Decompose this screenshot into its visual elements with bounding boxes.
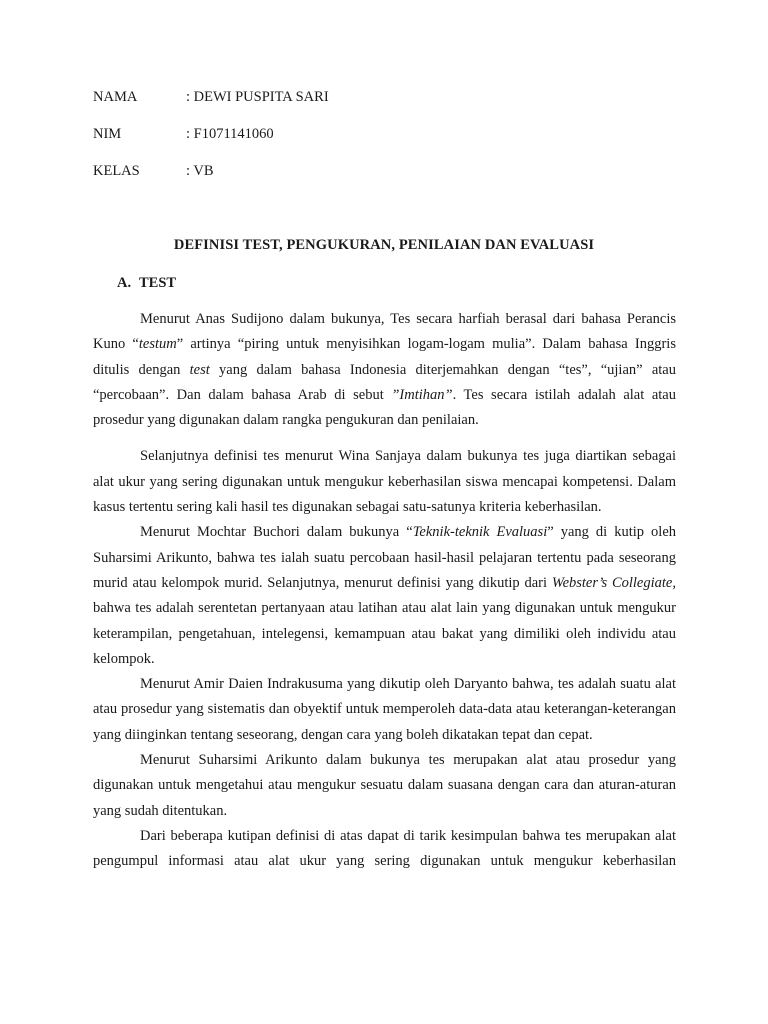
nim-value: : F1071141060	[186, 126, 274, 142]
name-label: NAMA	[93, 89, 138, 105]
paragraph-suharsimi: Menurut Suharsimi Arikunto dalam bukunya tes merupakan alat atau prosedur yang digunakan untuk mengetahui atau mengukur sesuatu dalam suasana dengan cara dan aturan-aturan yang sudah ditentukan.	[93, 752, 676, 819]
paragraph-amir-daien: Menurut Amir Daien Indrakusuma yang dikutip oleh Daryanto bahwa, tes adalah suatu alat atau prosedur yang sistematis dan obyektif untuk memperoleh data-data atau keterangan-keterangan yang diinginkan tentang seseorang, dengan cara yang boleh dikatakan tepat dan cepat.	[93, 676, 676, 743]
kelas-label: KELAS	[93, 163, 140, 179]
paragraph-mochtar-buchori	[93, 520, 676, 672]
paragraph-wina-sanjaya: Selanjutnya definisi tes menurut Wina Sanjaya dalam bukunya tes juga diartikan sebagai alat ukur yang sering digunakan untuk mengukur keberhasilan siswa mencapai kompetensi. Dalam kasus tertentu sering kali hasil tes digunakan sebagai satu-satunya kriteria keberhasilan.	[93, 448, 676, 516]
emphasis-test: test	[189, 361, 210, 378]
emphasis-teknik-evaluasi: Teknik-teknik Evaluasi	[412, 524, 548, 541]
section-heading	[117, 274, 176, 292]
text-run: yang dalam bahasa Indonesia diterjemahkan dengan “tes”, “ujian” atau “percobaan”. Dan dalam bahasa Arab di sebut	[93, 361, 676, 403]
emphasis-testum: testum	[138, 336, 177, 353]
emphasis-webster: Webster’s Collegiate,	[551, 574, 676, 591]
paragraph-anas-sudijono	[93, 307, 676, 433]
text-run: bahwa tes adalah serentetan pertanyaan atau latihan atau alat lain yang digunakan untuk mengukur keterampilan, pengetahuan, intelegensi, kemampuan atau bakat yang dimiliki oleh individu atau kelompok.	[93, 600, 676, 667]
section-number: A.	[117, 275, 132, 291]
student-kelas-row	[93, 162, 214, 180]
student-nim-row	[93, 125, 274, 143]
section-title: TEST	[139, 275, 177, 291]
body-text	[93, 307, 676, 875]
text-run: ” yang di kutip oleh Suharsimi Arikunto, bahwa tes ialah suatu percobaan hasil-hasil pelajaran tertentu pada seseorang murid atau kelompok murid. Selanjutnya, menurut definisi yang dikutip dari	[93, 524, 676, 591]
text-run: . Tes secara istilah adalah alat atau prosedur yang digunakan dalam rangka pengukuran dan penilaian.	[93, 386, 676, 429]
paragraph-conclusion: Dari beberapa kutipan definisi di atas dapat di tarik kesimpulan bahwa tes merupakan alat pengumpul informasi atau alat ukur yang sering digunakan untuk mengukur keberhasilan	[93, 827, 676, 870]
student-name-row	[93, 88, 329, 106]
text-run: ” artinya “piring untuk menyisihkan logam-logam mulia”. Dalam bahasa Inggris ditulis dengan	[93, 336, 676, 378]
text-run: Menurut Mochtar Buchori dalam bukunya “	[140, 524, 413, 541]
name-value: : DEWI PUSPITA SARI	[186, 89, 329, 105]
kelas-value: : VB	[186, 163, 214, 179]
nim-label: NIM	[93, 126, 122, 142]
text-run: Menurut Anas Sudijono dalam bukunya, Tes secara harfiah berasal dari bahasa Perancis Kuno “	[93, 311, 676, 353]
emphasis-imtihan: ”Imtihan”	[391, 386, 453, 403]
document-title: DEFINISI TEST, PENGUKURAN, PENILAIAN DAN EVALUASI	[173, 237, 595, 253]
